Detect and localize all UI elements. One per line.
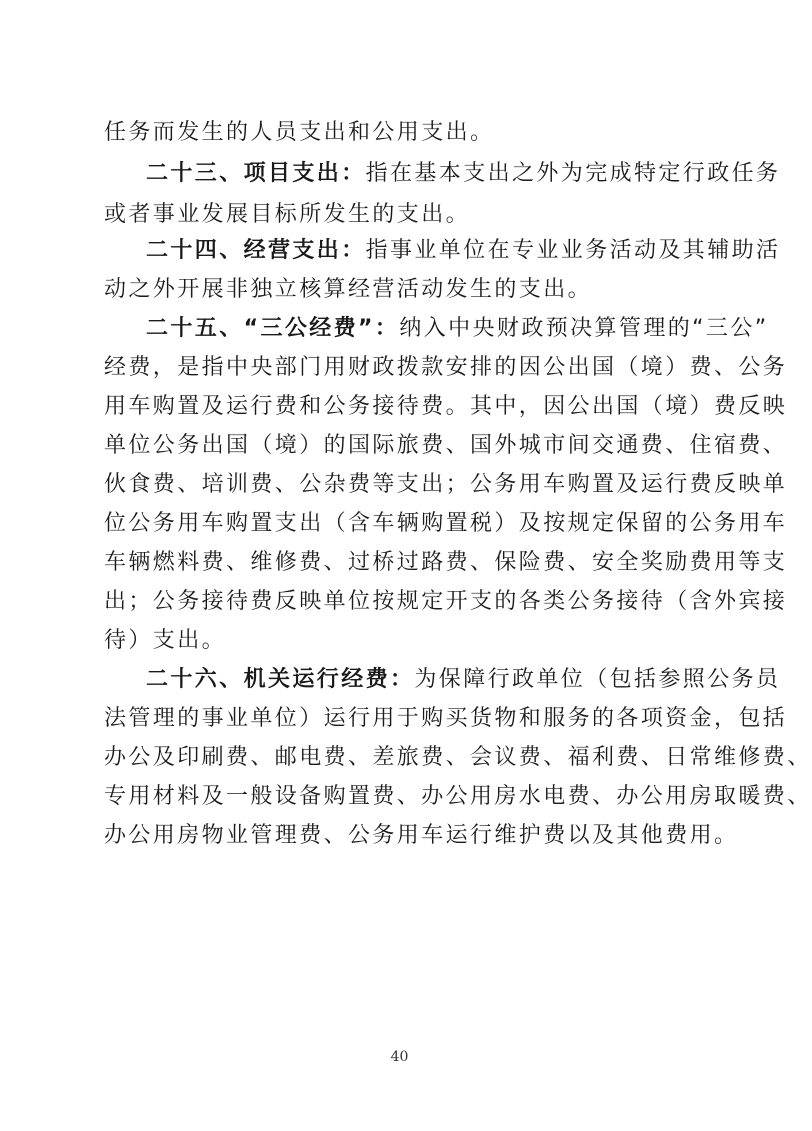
body-line [104, 777, 812, 817]
line-text: 或者事业发展目标所发生的支出。 [104, 202, 471, 227]
line-text: 为保障行政单位（包括参照公务员 [414, 667, 781, 692]
section-23-heading-line [146, 154, 781, 194]
body-line [104, 582, 788, 622]
section-26-heading-line [146, 660, 781, 700]
section-heading: 二十四、经营支出： [146, 238, 366, 263]
line-text: 待）支出。 [104, 628, 227, 653]
body-line [104, 348, 788, 388]
section-25-heading-line [146, 309, 769, 349]
section-24-heading-line [146, 231, 781, 271]
body-line [104, 738, 812, 778]
line-text: 经费，是指中央部门用财政拨款安排的因公出国（境）费、公务 [104, 355, 788, 380]
line-text: 单位公务出国（境）的国际旅费、国外城市间交通费、住宿费、 [104, 433, 788, 458]
body-line [104, 195, 700, 235]
body-line [104, 387, 788, 427]
section-heading: 二十五、“三公经费”： [146, 316, 400, 341]
section-heading: 二十六、机关运行经费： [146, 667, 415, 692]
line-text: 伙食费、培训费、公杂费等支出；公务用车购置及运行费反映单 [104, 472, 788, 497]
line-text: 任务而发生的人员支出和公用支出。 [104, 120, 495, 145]
line-text: 指在基本支出之外为完成特定行政任务 [365, 161, 781, 186]
body-line [104, 113, 700, 153]
line-text: 纳入中央财政预决算管理的“三公” [399, 316, 769, 341]
line-text: 法管理的事业单位）运行用于购买货物和服务的各项资金，包括 [104, 706, 788, 731]
body-line [104, 270, 700, 310]
section-heading: 二十三、项目支出： [146, 161, 366, 186]
line-text: 指事业单位在专业业务活动及其辅助活 [365, 238, 781, 263]
line-text: 办公及印刷费、邮电费、差旅费、会议费、福利费、日常维修费、 [104, 745, 812, 770]
body-line [104, 543, 788, 583]
line-text: 用车购置及运行费和公务接待费。其中，因公出国（境）费反映 [104, 394, 788, 419]
line-text: 车辆燃料费、维修费、过桥过路费、保险费、安全奖励费用等支 [104, 550, 788, 575]
line-text: 位公务用车购置支出（含车辆购置税）及按规定保留的公务用车 [104, 511, 788, 536]
body-line [104, 465, 788, 505]
body-line [104, 621, 700, 661]
body-line [104, 816, 739, 856]
line-text: 出；公务接待费反映单位按规定开支的各类公务接待（含外宾接 [104, 589, 788, 614]
body-line [104, 699, 788, 739]
line-text: 动之外开展非独立核算经营活动发生的支出。 [104, 277, 593, 302]
line-text: 专用材料及一般设备购置费、办公用房水电费、办公用房取暖费、 [104, 784, 812, 809]
body-line [104, 426, 788, 466]
body-line [104, 504, 788, 544]
page-number: 40 [390, 1049, 409, 1065]
line-text: 办公用房物业管理费、公务用车运行维护费以及其他费用。 [104, 823, 739, 848]
